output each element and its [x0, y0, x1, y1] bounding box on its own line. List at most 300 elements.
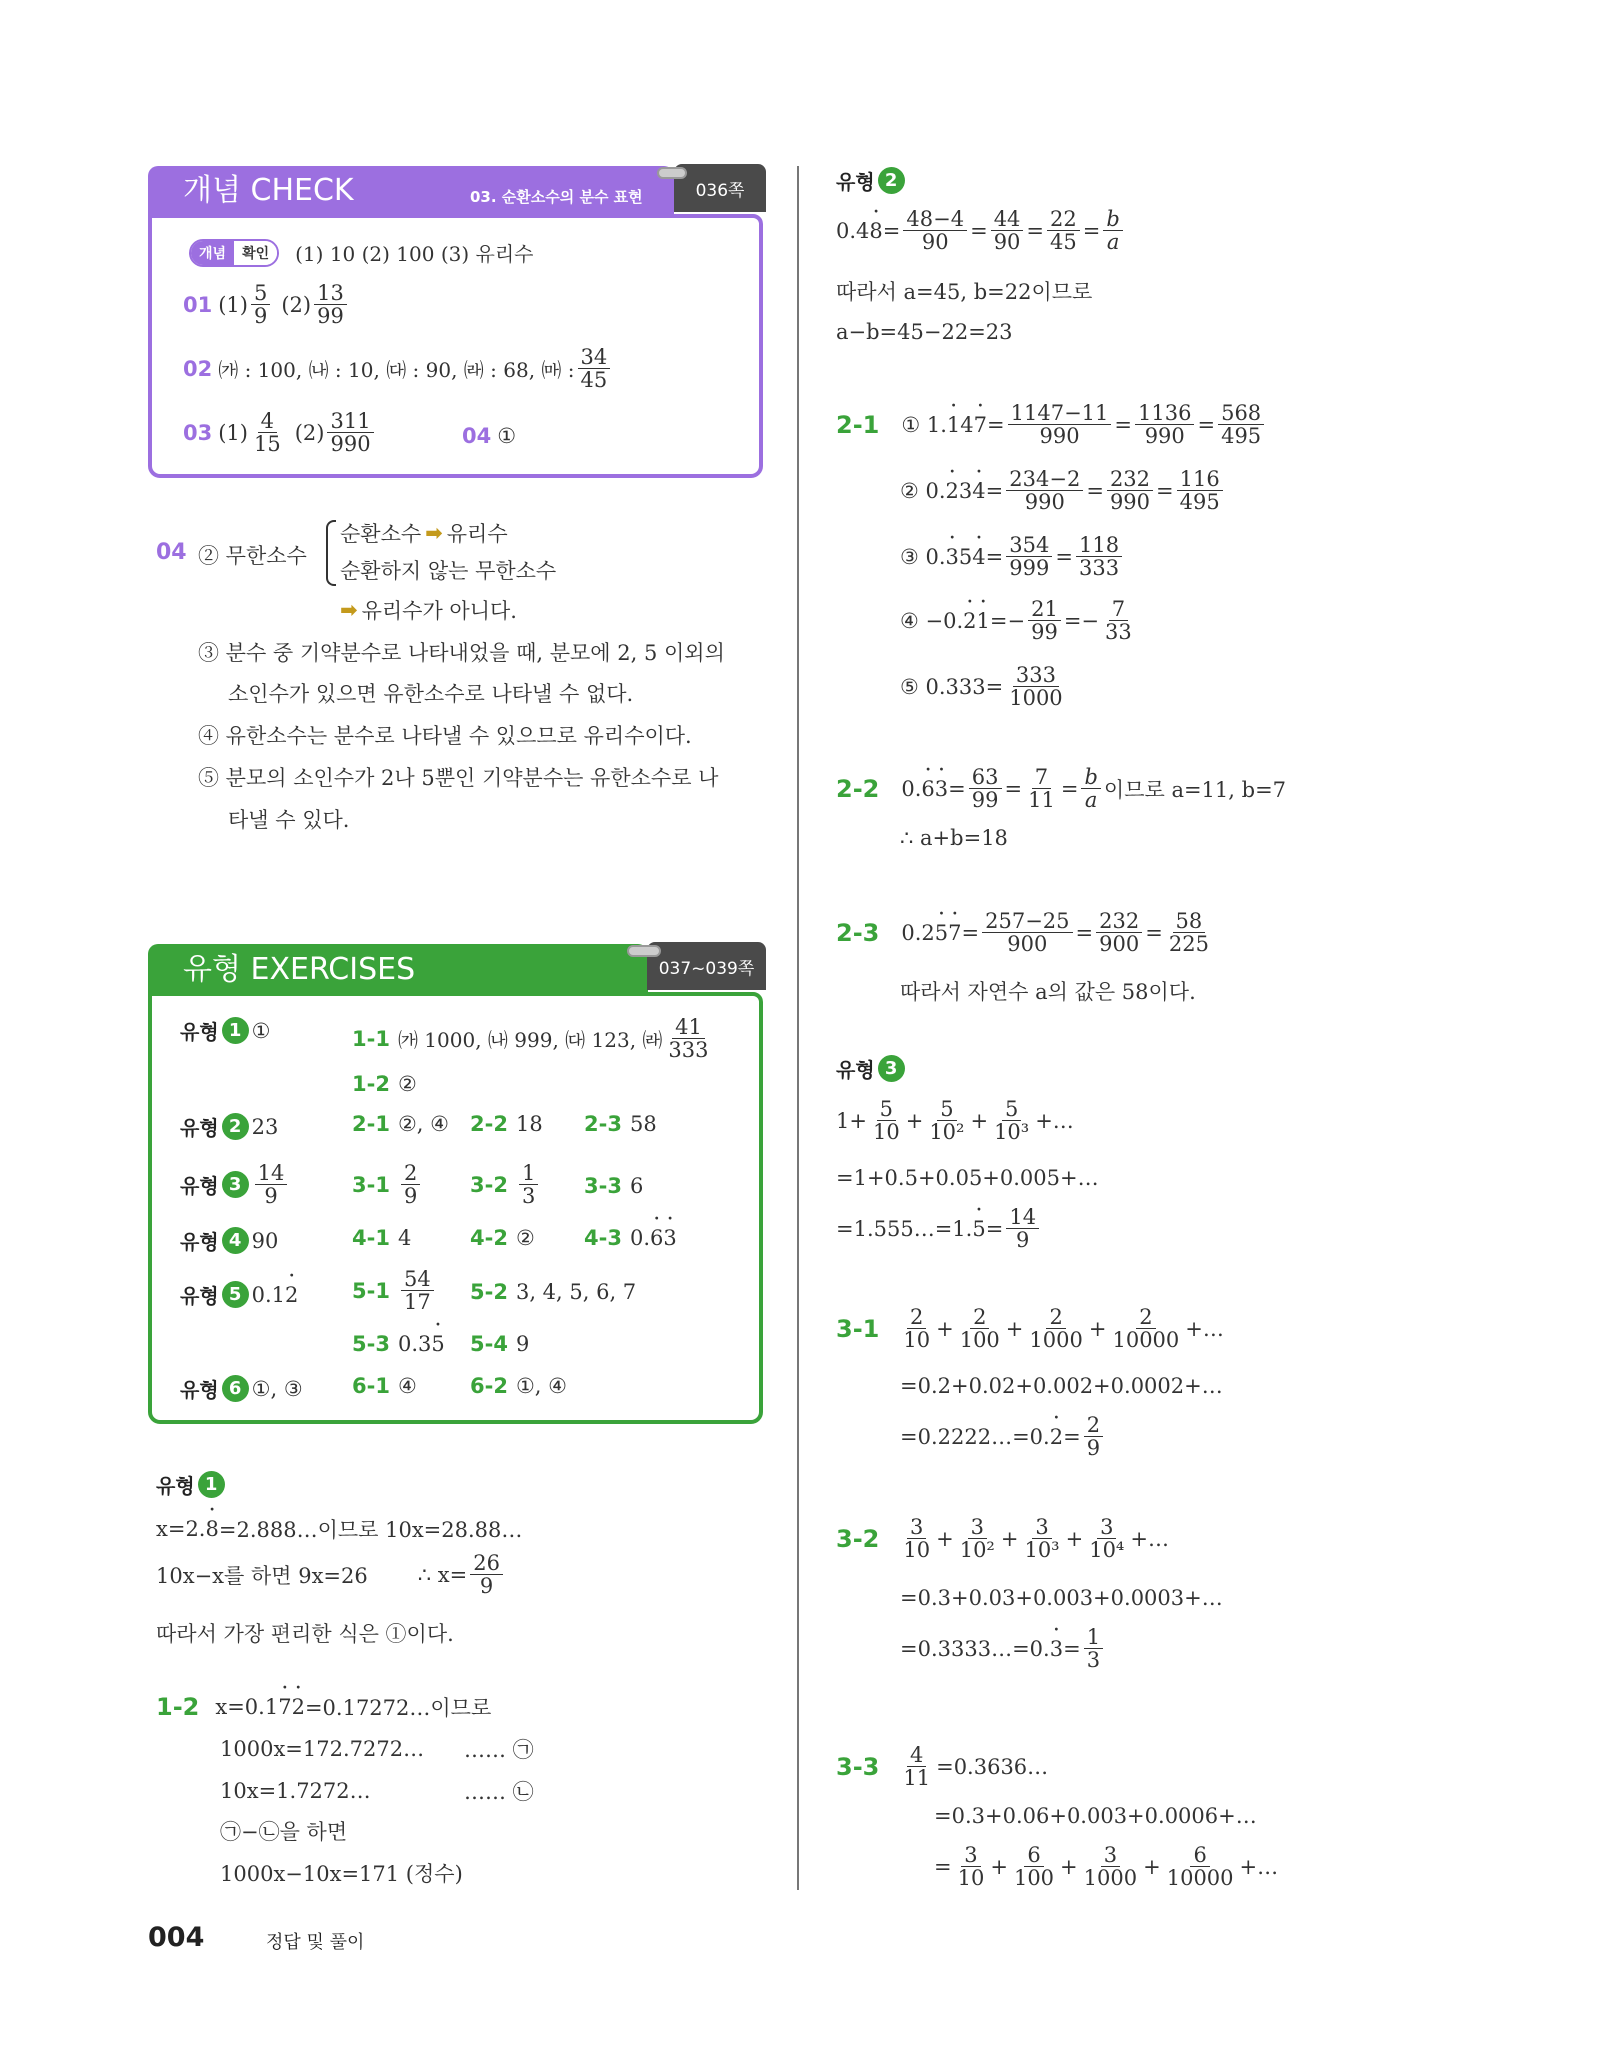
equals: = — [882, 218, 901, 243]
concept-q02 — [183, 346, 613, 391]
sol31-f3-num: 2 — [1046, 1306, 1065, 1329]
sol31-result-den: 9 — [1086, 1436, 1101, 1461]
sol21-r1-pre: ① 1. — [901, 412, 947, 437]
exercises-title: 유형 EXERCISES — [183, 952, 416, 987]
sol1-den: 9 — [479, 1574, 494, 1599]
sol21-r1-f1-den: 990 — [1039, 424, 1080, 449]
repeat-digit: · 7 — [948, 921, 961, 945]
ex-type4 — [180, 1226, 278, 1255]
sol33-line1-text: =0.3636… — [936, 1754, 1049, 1779]
sol3-f1 — [870, 1098, 903, 1143]
ex-3-2-den: 3 — [521, 1184, 536, 1209]
sol2-f4-den: a — [1106, 230, 1120, 255]
sol21-r5-f1-den: 1000 — [1009, 686, 1063, 711]
sol12-line3-text: 10x=1.7272… — [220, 1779, 371, 1803]
sol22-line2 — [900, 826, 1008, 850]
type-word: 유형 — [180, 1284, 219, 1308]
repeat-digit: · 2 — [292, 1695, 305, 1719]
sol21-r3-f2 — [1076, 534, 1122, 579]
expl04-label-text: 04 — [156, 540, 187, 565]
type-number-badge: 5 — [222, 1281, 249, 1308]
repeat-digit: · 3 — [663, 1226, 676, 1250]
expl04-branch2-text: 순환하지 않는 무한소수 — [340, 559, 557, 583]
q03-p1-num: 4 — [258, 410, 277, 433]
sol32-f1-den: 10 — [903, 1538, 931, 1563]
sol23-f2-den: 900 — [1099, 932, 1140, 957]
concept-check-row — [189, 238, 534, 267]
ex-2-3-label: 2-3 — [584, 1112, 622, 1136]
concept-page-tab-label: 036쪽 — [695, 180, 745, 201]
footer-text: 정답 및 풀이 — [266, 1932, 365, 1953]
sol23-f3-num: 58 — [1173, 910, 1206, 933]
sol33-label: 3-3 — [836, 1752, 880, 1781]
sol3-f1-num: 5 — [877, 1098, 896, 1121]
type-number-badge: 1 — [198, 1471, 225, 1498]
sol21-r2-f1-num: 234−2 — [1006, 468, 1083, 491]
q01-p2-num: 13 — [314, 282, 347, 305]
sol2-line3 — [836, 320, 1013, 344]
ex-4-1 — [352, 1226, 411, 1250]
sol32-f3-den: 10³ — [1024, 1538, 1060, 1563]
sol1-line3 — [156, 1618, 454, 1648]
sol31-result — [1084, 1414, 1103, 1459]
sol22-line2-text: ∴ a+b=18 — [900, 826, 1008, 850]
sol3-line2-text: =1+0.5+0.05+0.005+… — [836, 1166, 1099, 1190]
sol12-line2-text: 1000x=172.7272… — [220, 1737, 425, 1761]
q03-p1-fraction — [251, 410, 284, 455]
sol31-f4-num: 2 — [1136, 1306, 1155, 1329]
sol33-f2-den: 100 — [1013, 1866, 1055, 1891]
sol3-f2-num: 5 — [937, 1098, 956, 1121]
q02-text: ㈎ : 100, ㈏ : 10, ㈐ : 90, ㈑ : 68, ㈒ : — [218, 358, 575, 383]
q01-p2-den: 99 — [317, 304, 344, 329]
ex-6-2-label: 6-2 — [470, 1374, 508, 1398]
type-number-badge: 6 — [222, 1375, 249, 1402]
sol33-f3 — [1081, 1844, 1140, 1889]
sol12-line4 — [220, 1816, 347, 1846]
page-number: 004 — [148, 1922, 205, 1953]
ex-2-1-answer: ②, ④ — [397, 1112, 449, 1136]
sol3-line1-post: +… — [1035, 1108, 1074, 1133]
sol2-f1-num: 48−4 — [903, 208, 967, 231]
sol31-post: +… — [1185, 1316, 1224, 1341]
repeat-digit: · 5 — [431, 1332, 444, 1356]
sol22-f3-num: b — [1081, 766, 1100, 789]
sol22-f2-den: 11 — [1028, 788, 1055, 813]
sol22-pre: 0. — [901, 776, 922, 801]
sol33-f1-den: 10 — [957, 1866, 985, 1891]
repeat-digit: · 2 — [285, 1283, 298, 1307]
ex-3-3-answer: 6 — [629, 1174, 644, 1198]
sol22-post: 이므로 a=11, b=7 — [1103, 777, 1287, 802]
sol3-line1-pre: 1+ — [836, 1108, 867, 1133]
type-word: 유형 — [180, 1174, 219, 1199]
sol21-label: 2-1 — [836, 410, 880, 439]
sol32-line2 — [900, 1586, 1223, 1610]
ex-4-2-answer: ② — [515, 1226, 535, 1250]
sol33-f4-den: 10000 — [1166, 1866, 1234, 1891]
ex-type4-answer: 90 — [251, 1228, 279, 1253]
ex-5-4 — [470, 1332, 529, 1356]
expl04-branch3 — [340, 595, 517, 625]
sol32-f2 — [957, 1516, 998, 1561]
sol32-line1: 3-2 $\frac{3}{10}$ + $\frac{3}{\text{10²}}$ + $\frac{3}{\text{10³}}$ + $\frac{3}{\text{10⁴}}$ +… — [836, 1515, 1169, 1563]
ex-4-2 — [470, 1226, 535, 1250]
sol31-f4 — [1109, 1306, 1182, 1351]
sol22-f1-den: 99 — [971, 788, 999, 813]
sol21-r2-f2-num: 232 — [1107, 468, 1153, 491]
ex-2-1-label: 2-1 — [352, 1112, 390, 1136]
sol32-f4-den: 10⁴ — [1089, 1538, 1125, 1563]
sol21-row3 — [900, 534, 1125, 579]
sol2-f4-num: b — [1103, 208, 1122, 231]
sol21-r1-f2 — [1135, 402, 1194, 447]
ex-2-3 — [584, 1112, 657, 1136]
sol21-row2 — [900, 468, 1226, 513]
sol23-f3 — [1166, 910, 1212, 955]
repeat-digit: · 3 — [1050, 1637, 1063, 1661]
ex-6-1-label: 6-1 — [352, 1374, 390, 1398]
ex-5-4-answer: 9 — [515, 1332, 530, 1356]
q02-num: 34 — [578, 346, 611, 369]
q01-p1: (1) — [218, 292, 248, 317]
concept-badge-left: 개념 — [191, 241, 234, 265]
ex-type2 — [180, 1112, 278, 1141]
sol12-line1 — [156, 1692, 491, 1722]
sol3-result-den: 9 — [1016, 1228, 1030, 1253]
sol33-f0-den: 11 — [903, 1766, 931, 1791]
ex-4-3-label: 4-3 — [584, 1226, 622, 1250]
concept-q03 — [183, 410, 377, 455]
equals: = — [1026, 218, 1045, 243]
sol23-line2 — [900, 976, 1196, 1006]
sol12-line1-a: x=0.1 — [215, 1695, 279, 1719]
q01-p2-fraction — [314, 282, 347, 327]
sol33-f0 — [900, 1744, 933, 1789]
ex-5-2-label: 5-2 — [470, 1280, 508, 1304]
ex-6-1-answer: ④ — [397, 1374, 417, 1398]
ex-1-1-text: ㈎ 1000, ㈏ 999, ㈐ 123, ㈑ — [397, 1028, 663, 1053]
sol3-result — [1006, 1206, 1039, 1251]
sol12-line1-b: =0.17272…이므로 — [304, 1696, 492, 1720]
arrow-right-icon: ➡ — [340, 598, 358, 622]
expl04-brace — [326, 520, 336, 586]
sol31-result-num: 2 — [1084, 1414, 1103, 1437]
sol31-f2-num: 2 — [970, 1306, 989, 1329]
repeat-digit: · 2 — [963, 609, 976, 633]
sol32-line2-text: =0.3+0.03+0.003+0.0003+… — [900, 1586, 1223, 1610]
ex-3-1-den: 9 — [403, 1184, 418, 1209]
sol3-f3 — [991, 1098, 1032, 1143]
repeat-digit: · 7 — [278, 1695, 291, 1719]
tab-pin-icon — [657, 167, 687, 179]
sol12-line5-text: 1000x−10x=171 (정수) — [220, 1862, 463, 1886]
sol32-line3 — [900, 1626, 1106, 1671]
equals: = — [1145, 920, 1163, 945]
ex-5-1-label: 5-1 — [352, 1278, 390, 1303]
sol21-r1-f1 — [1008, 402, 1112, 447]
sol31-f1 — [900, 1306, 933, 1351]
sol32-post: +… — [1130, 1526, 1169, 1551]
ex-2-2-answer: 18 — [515, 1112, 543, 1136]
ex-3-2 — [470, 1162, 541, 1207]
expl04-label — [156, 540, 187, 565]
ex-3-2-fraction — [519, 1162, 538, 1207]
ex-1-1-label: 1-1 — [352, 1026, 390, 1051]
type-number-badge: 3 — [878, 1055, 905, 1082]
sol21-r3-pre: ③ 0. — [900, 544, 946, 569]
sol3-title — [836, 1054, 908, 1083]
repeat-digit: · 4 — [972, 479, 985, 503]
equals: = — [970, 218, 988, 243]
equals: = — [1004, 776, 1023, 801]
concept-check-answer: (1) 10 (2) 100 (3) 유리수 — [295, 242, 534, 266]
q01-p1-num: 5 — [251, 282, 270, 305]
sol2-f2-num: 44 — [991, 208, 1024, 231]
sol21-r2-f2-den: 990 — [1109, 490, 1151, 515]
sol23-line1 — [836, 910, 1215, 955]
sol23-f1 — [982, 910, 1072, 955]
repeat-digit: · 1 — [977, 609, 990, 633]
ex-5-2-answer: 3, 4, 5, 6, 7 — [515, 1280, 637, 1304]
ex-type3-fraction — [255, 1162, 288, 1207]
ex-type3-den: 9 — [264, 1184, 278, 1209]
sol33-f2-num: 6 — [1024, 1844, 1043, 1867]
ex-5-1 — [352, 1268, 437, 1313]
sol1-fraction — [470, 1552, 503, 1597]
type-word: 유형 — [180, 1020, 219, 1044]
q02-fraction — [578, 346, 611, 391]
sol22-f1 — [969, 766, 1002, 811]
sol22-f2-num: 7 — [1032, 766, 1051, 789]
sol21-r3-f2-den: 333 — [1078, 556, 1120, 581]
repeat-digit: · 3 — [935, 777, 948, 801]
q03-p1-den: 15 — [253, 432, 281, 457]
sol21-r1-f3 — [1218, 402, 1264, 447]
concept-page-tab — [674, 164, 766, 212]
sol3-title-word: 유형 — [836, 1058, 875, 1082]
equals: = — [985, 544, 1004, 569]
ex-6-2 — [470, 1374, 567, 1398]
sol1-line2-b: ∴ x= — [417, 1562, 468, 1587]
sol12-line2-mark: …… ㉠ — [464, 1738, 534, 1762]
equals: = — [934, 1854, 952, 1879]
repeat-digit: · 4 — [972, 545, 985, 569]
sol21-r5-pre: ⑤ 0.333= — [900, 674, 1004, 699]
type-word: 유형 — [180, 1378, 219, 1402]
ex-1-1-fraction — [665, 1016, 711, 1061]
equals: = — [1114, 412, 1133, 437]
sol12-line4-text: ㉠−㉡을 하면 — [220, 1820, 348, 1844]
repeat-digit: · 7 — [974, 413, 987, 437]
ex-4-1-answer: 4 — [397, 1226, 412, 1250]
q01-label: 01 — [183, 292, 213, 317]
expl04-item-4: ④ 유한소수는 분수로 나타낼 수 있으므로 유리수이다. — [198, 724, 692, 748]
sol22-f2 — [1025, 766, 1058, 811]
sol21-r5-f1-num: 333 — [1013, 664, 1059, 687]
ex-5-1-fraction — [401, 1268, 434, 1313]
ex-3-2-label: 3-2 — [470, 1172, 508, 1197]
sol31-f1-den: 10 — [903, 1328, 931, 1353]
ex-3-1-num: 2 — [401, 1162, 420, 1185]
tab-pin-icon — [627, 945, 661, 957]
ex-2-2-label: 2-2 — [470, 1112, 508, 1136]
sol21-r4-f2-num: 7 — [1109, 598, 1128, 621]
ex-3-3 — [584, 1174, 643, 1198]
sol21-r5-f1 — [1006, 664, 1065, 709]
repeat-digit: · 3 — [946, 545, 959, 569]
ex-1-1-den: 333 — [668, 1038, 709, 1063]
sol32-f3-num: 3 — [1032, 1516, 1051, 1539]
sol22-f3 — [1081, 766, 1100, 811]
sol33-line1 — [836, 1744, 1048, 1789]
ex-5-1-den: 17 — [403, 1290, 431, 1315]
expl04-branch1-pre: 순환소수 — [340, 522, 422, 546]
sol3-f3-den: 10³ — [994, 1120, 1030, 1145]
ex-5-3 — [352, 1332, 445, 1356]
sol2-title — [836, 166, 908, 195]
ex-6-1 — [352, 1374, 417, 1398]
sol33-f4-num: 6 — [1190, 1844, 1209, 1867]
ex-4-2-label: 4-2 — [470, 1226, 508, 1250]
q03-p2-num: 311 — [327, 410, 373, 433]
equals: = — [961, 920, 980, 945]
sol21-r4-f2-den: 33 — [1105, 620, 1132, 645]
sol3-f3-num: 5 — [1002, 1098, 1021, 1121]
sol23-line2-text: 따라서 자연수 a의 값은 58이다. — [900, 980, 1196, 1004]
sol2-f3-num: 22 — [1047, 208, 1080, 231]
sol32-f3 — [1021, 1516, 1062, 1561]
ex-2-1 — [352, 1112, 449, 1136]
concept-badge — [189, 239, 279, 267]
sol32-result-num: 1 — [1084, 1626, 1103, 1649]
sol21-r1-f2-num: 1136 — [1135, 402, 1194, 425]
sol31-f3-den: 1000 — [1029, 1328, 1083, 1353]
repeat-digit: · 2 — [946, 479, 959, 503]
type-number-badge: 3 — [222, 1171, 249, 1198]
sol23-f1-den: 900 — [1007, 932, 1048, 957]
equals: = — [985, 478, 1004, 503]
sol12-line3-mark: …… ㉡ — [464, 1780, 534, 1804]
equals: = — [1063, 1636, 1081, 1661]
sol3-f2-den: 10² — [929, 1120, 965, 1145]
sol2-line3-text: a−b=45−22=23 — [836, 320, 1013, 344]
ex-type5 — [180, 1280, 298, 1309]
ex-4-3 — [584, 1226, 677, 1250]
sol1-line2-text: 10x−x를 하면 9x=26 — [156, 1563, 368, 1588]
repeat-digit: · 8 — [205, 1517, 218, 1541]
equals: = — [987, 412, 1005, 437]
equals: = — [1063, 1424, 1081, 1449]
sol31-f1-num: 2 — [907, 1306, 926, 1329]
sol31-f4-den: 10000 — [1112, 1328, 1180, 1353]
sol1-num: 26 — [470, 1552, 503, 1575]
q03-p1: (1) — [218, 420, 248, 445]
ex-2-3-answer: 58 — [629, 1112, 657, 1136]
type-word: 유형 — [180, 1116, 219, 1140]
sol21-r4-f1-num: 21 — [1028, 598, 1061, 621]
equals: = — [1060, 776, 1079, 801]
type-number-badge: 4 — [222, 1227, 249, 1254]
ex-6-2-answer: ①, ④ — [515, 1374, 567, 1398]
concept-badge-right: 확인 — [234, 241, 277, 265]
sol2-f4 — [1103, 208, 1122, 253]
type-number-badge: 2 — [878, 167, 905, 194]
column-divider — [797, 166, 799, 1890]
equals: = — [948, 776, 966, 801]
repeat-digit: · 1 — [947, 413, 960, 437]
ex-2-2 — [470, 1112, 543, 1136]
ex-5-4-label: 5-4 — [470, 1332, 508, 1356]
sol21-r3-f2-num: 118 — [1076, 534, 1122, 557]
expl04-item — [228, 804, 349, 834]
ex-5-3-pre: 0.3 — [397, 1332, 432, 1356]
sol31-line2-text: =0.2+0.02+0.002+0.0002+… — [900, 1374, 1223, 1398]
ex-3-3-label: 3-3 — [584, 1174, 622, 1198]
sol33-post: +… — [1239, 1854, 1279, 1879]
ex-1-2-label: 1-2 — [352, 1072, 390, 1096]
sol12-line2 — [220, 1734, 534, 1764]
q01-p1-fraction — [251, 282, 270, 327]
exercises-page-tab — [647, 942, 766, 990]
sol23-f1-num: 257−25 — [982, 910, 1072, 933]
expl04-item-3a: ③ 분수 중 기약분수로 나타내었을 때, 분모에 2, 5 이외의 — [198, 641, 725, 665]
sol32-result — [1084, 1626, 1103, 1671]
ex-type3-num: 14 — [255, 1162, 288, 1185]
sol2-line1-a: 0.4 — [836, 218, 870, 243]
sol2-line1 — [836, 208, 1126, 253]
expl04-item — [198, 637, 725, 667]
expl04-item-5a: ⑤ 분모의 소인수가 2나 5뿐인 기약분수는 유한소수로 나 — [198, 766, 719, 790]
sol33-f2 — [1011, 1844, 1057, 1889]
sol32-line3-a: =0.3333…=0. — [900, 1636, 1050, 1661]
ex-1-1 — [352, 1016, 715, 1061]
equals: = — [1086, 478, 1104, 503]
q04-answer: ① — [497, 424, 517, 448]
sol21-r2-pre: ② 0. — [900, 478, 946, 503]
ex-5-1-num: 54 — [401, 1268, 434, 1291]
q04-label: 04 — [462, 424, 492, 448]
q03-p2-fraction — [327, 410, 373, 455]
ex-type1 — [180, 1016, 270, 1045]
ex-1-2-answer: ② — [397, 1072, 417, 1096]
sol21-r2-f1 — [1006, 468, 1083, 513]
sol3-line1: 1+ $\frac{5}{10}$ + $\frac{5}{\text{10²}}$ + $\frac{5}{\text{10³}}$ +… — [836, 1097, 1074, 1145]
sol33-f0-num: 4 — [907, 1744, 926, 1767]
ex-4-1-label: 4-1 — [352, 1226, 390, 1250]
type-number-badge: 1 — [222, 1017, 249, 1044]
ex-type6-answer: ①, ③ — [251, 1376, 303, 1401]
ex-5-2 — [470, 1280, 636, 1304]
expl04-item-5b: 타낼 수 있다. — [228, 808, 350, 832]
expl04-branch1-post: 유리수 — [446, 522, 508, 546]
sol3-line2 — [836, 1166, 1099, 1190]
q03-p2: (2) — [294, 420, 325, 445]
type-number-badge: 2 — [222, 1113, 249, 1140]
expl04-line1: ② 무한소수 — [198, 544, 307, 568]
sol21-r3-mid: 5 — [958, 544, 973, 569]
sol32-result-den: 3 — [1086, 1648, 1101, 1673]
sol33-line3: = $\frac{3}{10}$ + $\frac{6}{100}$ + $\frac{3}{1000}$ + $\frac{6}{10000}$ +… — [934, 1843, 1279, 1891]
sol33-f3-den: 1000 — [1083, 1866, 1138, 1891]
sol33-f3-num: 3 — [1101, 1844, 1120, 1867]
sol2-title-word: 유형 — [836, 170, 875, 194]
sol32-label: 3-2 — [836, 1524, 880, 1553]
sol21-r2-f3 — [1177, 468, 1223, 513]
sol2-f2 — [991, 208, 1024, 253]
equals: = — [1055, 544, 1073, 569]
sol23-f3-den: 225 — [1168, 932, 1209, 957]
